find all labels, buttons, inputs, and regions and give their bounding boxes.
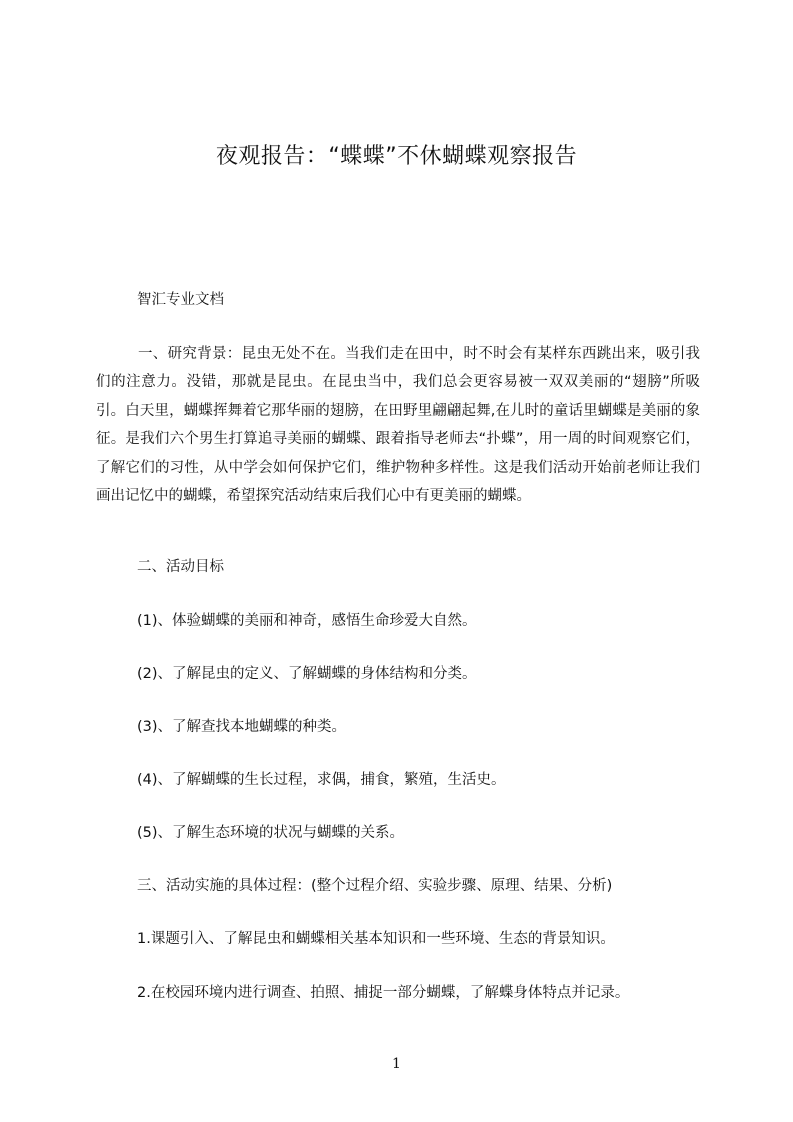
goal-item: (3)、了解查找本地蝴蝶的种类。 [137, 719, 347, 735]
goal-item: (4)、了解蝴蝶的生长过程，求偶，捕食，繁殖，生活史。 [137, 772, 506, 788]
goal-item: (1)、体验蝴蝶的美丽和神奇，感悟生命珍爱大自然。 [137, 613, 477, 629]
document-title: 夜观报告：“蝶蝶”不休蝴蝶观察报告 [215, 144, 578, 169]
process-step: 2.在校园环境内进行调查、拍照、捕捉一部分蝴蝶，了解蝶身体特点并记录。 [137, 985, 630, 1001]
process-step: 1.课题引入、了解昆虫和蝴蝶相关基本知识和一些环境、生态的背景知识。 [137, 931, 615, 947]
section-heading-goals: 二、活动目标 [137, 559, 224, 575]
document-subtitle: 智汇专业文档 [137, 292, 224, 308]
goal-item: (5)、了解生态环境的状况与蝴蝶的关系。 [137, 825, 405, 841]
page-number: 1 [392, 1056, 401, 1072]
section-heading-process: 三、活动实施的具体过程：(整个过程介绍、实验步骤、原理、结果、分析) [137, 878, 613, 894]
research-background-paragraph: 一、研究背景：昆虫无处不在。当我们走在田中，时不时会有某样东西跳出来，吸引我们的注意力。没错，那就是昆虫。在昆虫当中，我们总会更容易被一双双美丽的“翅膀”所吸引。白天里，蝴蝶挥舞着它那华丽的翅膀，在田野里翩翩起舞,在儿时的童话里蝴蝶是美丽的象征。是我们六个男生打算追寻美丽的蝴蝶、跟着指导老师去“扑蝶”，用一周的时间观察它们，了解它们的习性，从中学会如何保护它们，维护物种多样性。这是我们活动开始前老师让我们画出记忆中的蝴蝶，希望探究活动结束后我们心中有更美丽的蝴蝶。 [96, 346, 700, 505]
goal-item: (2)、了解昆虫的定义、了解蝴蝶的身体结构和分类。 [137, 666, 477, 682]
